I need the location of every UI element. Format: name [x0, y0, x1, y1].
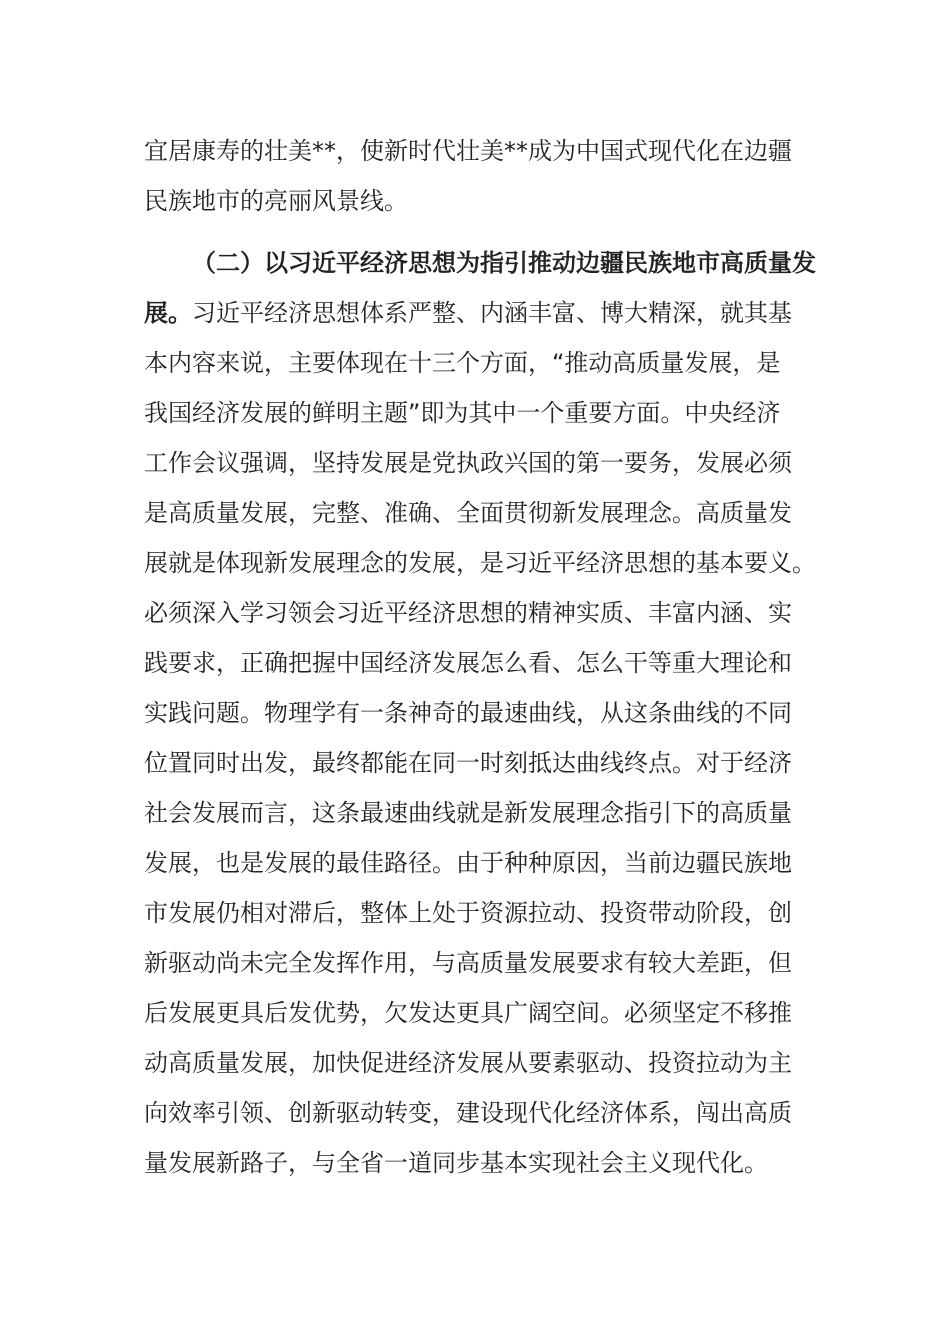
paragraph-1 — [144, 126, 824, 226]
paragraph-2 — [144, 238, 824, 1188]
paragraph-line: 量发展新路子，与全省一道同步基本实现社会主义现代化。 — [144, 1149, 768, 1177]
section-heading-tail: 展。 — [144, 299, 192, 327]
paragraph-line: 宜居康寿的壮美**，使新时代壮美**成为中国式现代化在边疆 — [144, 137, 792, 165]
paragraph-line: 动高质量发展，加快促进经济发展从要素驱动、投资拉动为主 — [144, 1049, 792, 1077]
paragraph-line: 市发展仍相对滞后，整体上处于资源拉动、投资带动阶段，创 — [144, 899, 792, 927]
paragraph-line: 发展，也是发展的最佳路径。由于种种原因，当前边疆民族地 — [144, 849, 792, 877]
paragraph-line: 践要求，正确把握中国经济发展怎么看、怎么干等重大理论和 — [144, 649, 792, 677]
paragraph-line-text: 习近平经济思想体系严整、内涵丰富、博大精深，就其基 — [192, 299, 792, 327]
paragraph-line: 新驱动尚未完全发挥作用，与高质量发展要求有较大差距，但 — [144, 949, 792, 977]
paragraph-line: 展就是体现新发展理念的发展，是习近平经济思想的基本要义。 — [144, 549, 816, 577]
paragraph-line: 本内容来说，主要体现在十三个方面，“推动高质量发展，是 — [144, 349, 781, 377]
paragraph-line: 位置同时出发，最终都能在同一时刻抵达曲线终点。对于经济 — [144, 749, 792, 777]
paragraph-line — [144, 288, 824, 338]
section-heading: （二）以习近平经济思想为指引推动边疆民族地市高质量发 — [192, 249, 816, 277]
paragraph-line: 向效率引领、创新驱动转变，建设现代化经济体系，闯出高质 — [144, 1099, 792, 1127]
paragraph-line: 必须深入学习领会习近平经济思想的精神实质、丰富内涵、实 — [144, 599, 792, 627]
paragraph-line: 我国经济发展的鲜明主题”即为其中一个重要方面。中央经济 — [144, 399, 781, 427]
paragraph-line: 后发展更具后发优势，欠发达更具广阔空间。必须坚定不移推 — [144, 999, 792, 1027]
paragraph-line: 民族地市的亮丽风景线。 — [144, 187, 408, 215]
paragraph-line: 工作会议强调，坚持发展是党执政兴国的第一要务，发展必须 — [144, 449, 792, 477]
paragraph-line: 实践问题。物理学有一条神奇的最速曲线，从这条曲线的不同 — [144, 699, 792, 727]
paragraph-line: 是高质量发展，完整、准确、全面贯彻新发展理念。高质量发 — [144, 499, 792, 527]
paragraph-line: 社会发展而言，这条最速曲线就是新发展理念指引下的高质量 — [144, 799, 792, 827]
